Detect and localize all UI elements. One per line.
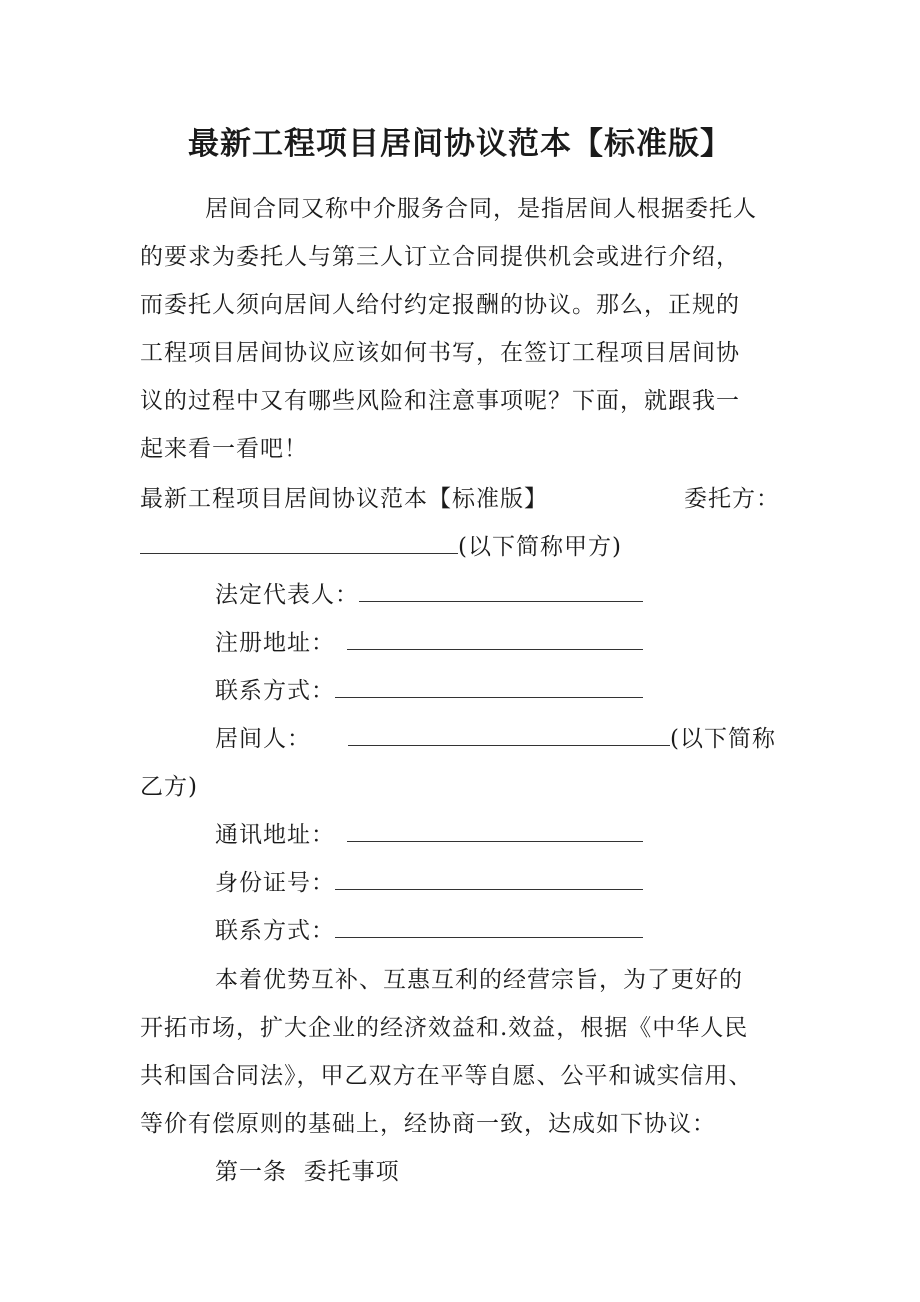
party-b-suffix: (以下简称 [670,726,776,752]
intro-line: 工程项目居间协议应该如何书写，在签订工程项目居间协 [140,340,740,366]
purpose-line: 共和国合同法》，甲乙双方在平等自愿、公平和诚实信用、 [140,1063,753,1089]
contact-a-blank [335,667,643,698]
id-number-label: 身份证号： [215,870,335,896]
document-title: 最新工程项目居间协议范本【标准版】 [188,126,732,162]
agreement-subtitle: 最新工程项目居间协议范本【标准版】 [140,486,548,512]
intermediary-blank [348,715,670,746]
purpose-line: 本着优势互补、互惠互利的经营宗旨，为了更好的 [215,967,743,993]
intro-line: 议的过程中又有哪些风险和注意事项呢？下面，就跟我一 [140,388,740,414]
legal-rep-label: 法定代表人： [215,582,359,608]
intro-line: 居间合同又称中介服务合同，是指居间人根据委托人 [205,196,757,222]
party-a-line [140,523,622,571]
purpose-line: 等价有偿原则的基础上，经协商一致，达成如下协议： [140,1111,716,1137]
mail-address-label: 通讯地址： [215,822,335,848]
entrustor-blank [140,523,458,554]
legal-rep-blank [359,571,643,602]
contact-a-label: 联系方式： [215,678,335,704]
reg-address-label: 注册地址： [215,630,335,656]
intro-line: 的要求为委托人与第三人订立合同提供机会或进行介绍， [140,244,740,270]
contact-a-row [215,667,643,715]
contact-b-blank [335,907,643,938]
id-number-row [215,859,643,907]
article-1-heading: 第一条 委托事项 [215,1159,400,1185]
intermediary-row [348,715,776,763]
reg-address-blank [347,619,643,650]
purpose-line: 开拓市场，扩大企业的经济效益和.效益，根据《中华人民 [140,1015,749,1041]
reg-address-row [215,619,643,667]
intermediary-label: 居间人： [215,726,311,752]
id-number-blank [335,859,643,890]
mail-address-row [215,811,643,859]
intro-line: 而委托人须向居间人给付约定报酬的协议。那么，正规的 [140,292,740,318]
intro-line: 起来看一看吧！ [140,436,308,462]
party-a-suffix: (以下简称甲方) [458,534,622,560]
mail-address-blank [347,811,643,842]
contact-b-label: 联系方式： [215,918,335,944]
legal-rep-row [215,571,643,619]
entrustor-label: 委托方： [684,486,780,512]
party-b-suffix-cont: 乙方) [140,774,198,800]
contact-b-row [215,907,643,955]
